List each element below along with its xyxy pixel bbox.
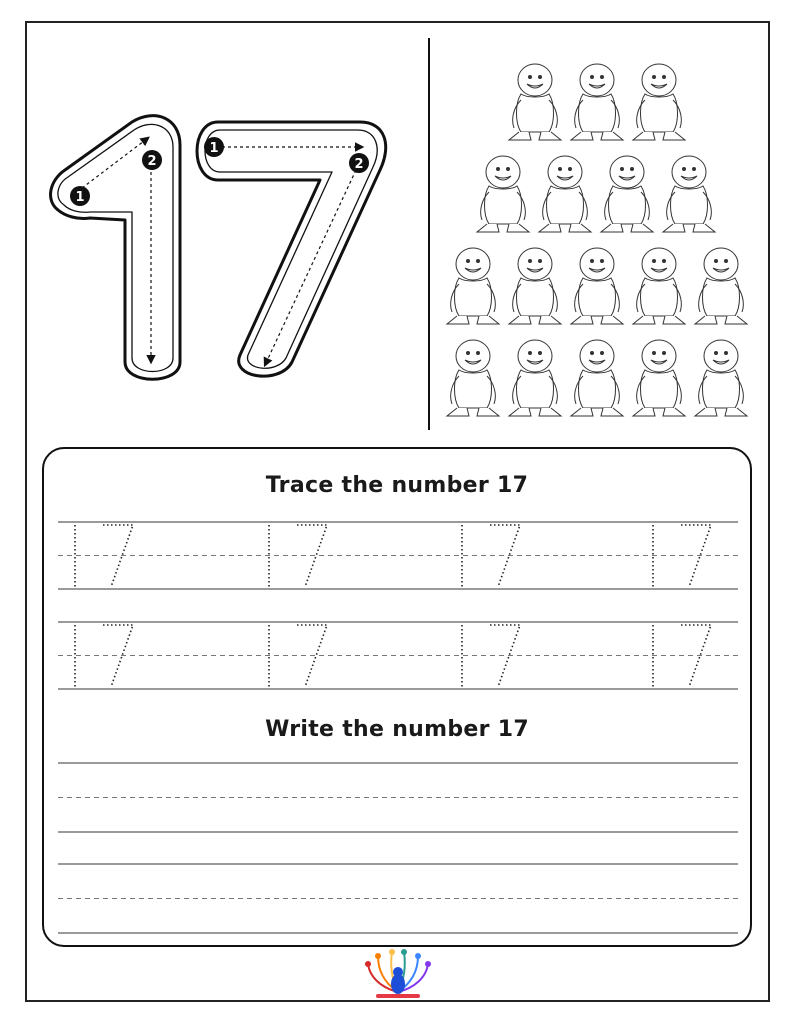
stroke-label-2: 2: [147, 154, 157, 169]
digit-seven-outline: [197, 122, 386, 376]
digit-one-outline: [51, 116, 180, 380]
stroke-label-1b: 1: [209, 141, 219, 156]
penguin-icon: [663, 156, 715, 232]
penguin-icon: [539, 156, 591, 232]
stroke-label-1: 1: [75, 190, 85, 205]
penguin-icon: [633, 248, 685, 324]
handwriting-lines: [44, 449, 750, 945]
penguin-counting-grid: [440, 50, 760, 430]
write-heading: Write the number 17: [265, 717, 529, 742]
penguin-icon: [509, 340, 561, 416]
practice-box: [42, 447, 752, 947]
penguin-icon: [571, 340, 623, 416]
section-divider: [428, 38, 430, 430]
penguin-icon: [633, 340, 685, 416]
penguin-icon: [477, 156, 529, 232]
penguin-icon: [633, 64, 685, 140]
penguin-icon: [509, 248, 561, 324]
penguin-icon: [447, 248, 499, 324]
stroke-label-2b: 2: [354, 157, 364, 172]
big-number-17: [40, 100, 400, 400]
peacock-logo-icon: [362, 948, 434, 1000]
penguin-icon: [571, 64, 623, 140]
trace-heading: Trace the number 17: [265, 473, 529, 498]
penguin-icon: [601, 156, 653, 232]
penguin-icon: [695, 340, 747, 416]
penguin-icon: [695, 248, 747, 324]
penguin-icon: [571, 248, 623, 324]
penguin-icon: [447, 340, 499, 416]
penguin-icon: [509, 64, 561, 140]
